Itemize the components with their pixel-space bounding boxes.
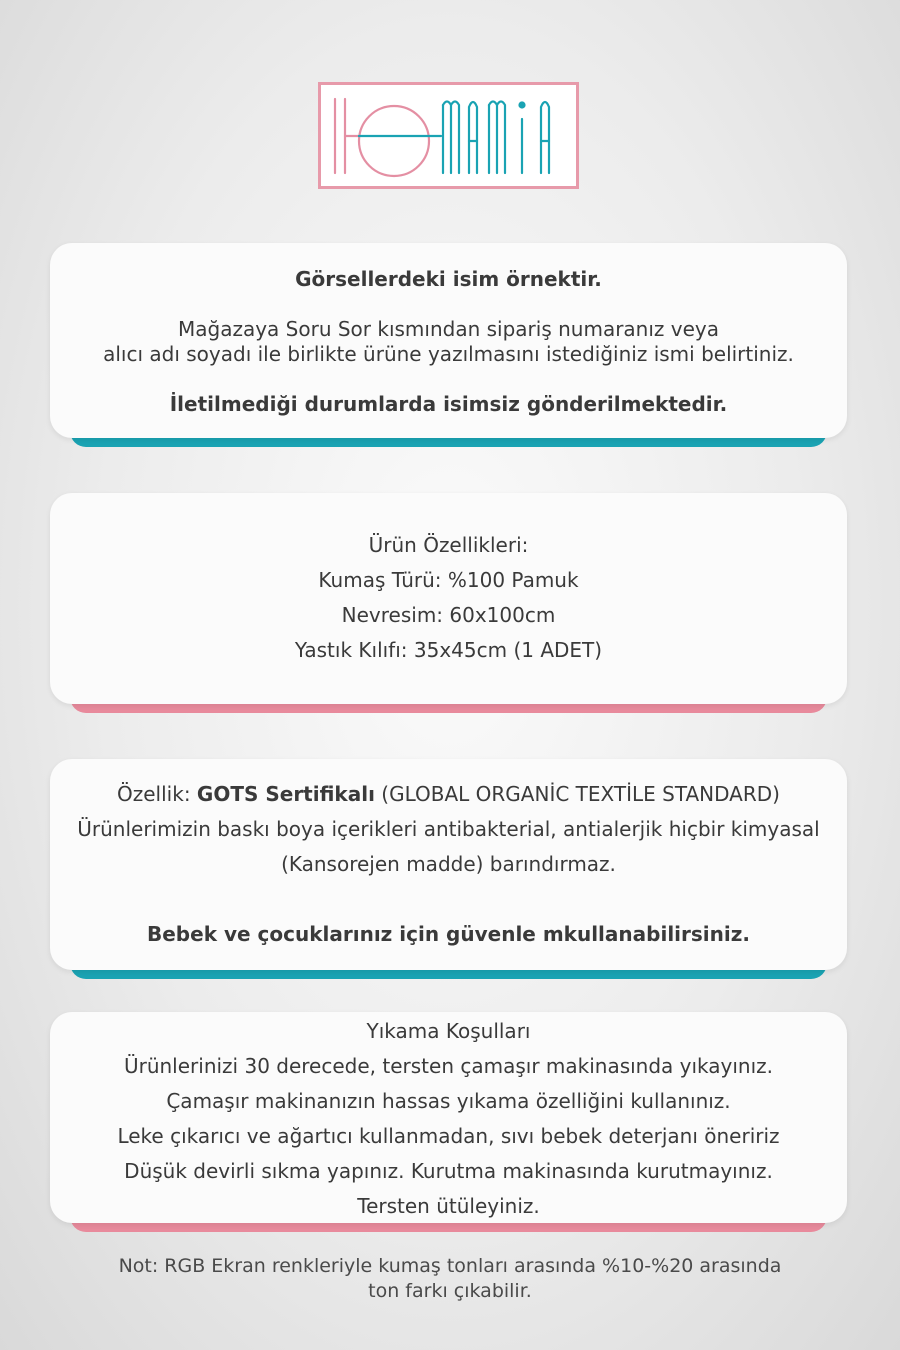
brand-logo <box>318 82 579 189</box>
duvet-size: Nevresim: 60x100cm <box>341 603 556 627</box>
info-line: Ürünlerimizin baskı boya içerikleri antibakterial, antialerjik hiçbir kimyasal <box>77 817 820 841</box>
washing-line: Tersten ütüleyiniz. <box>357 1194 540 1218</box>
info-line: (Kansorejen madde) barındırmaz. <box>281 852 616 876</box>
note-line: ton farkı çıkabilir. <box>368 1280 532 1302</box>
feature-line <box>50 777 847 812</box>
washing-line: Düşük devirli sıkma yapınız. Kurutma makinasında kurutmayınız. <box>124 1159 773 1183</box>
logo-mark <box>321 85 576 186</box>
product-features-card <box>50 493 847 704</box>
feature-prefix: Özellik: <box>117 782 197 806</box>
safety-text: Bebek ve çocuklarınız için güvenle mkullanabilirsiniz. <box>147 922 750 946</box>
washing-line: Çamaşır makinanızın hassas yıkama özelliğini kullanınız. <box>166 1089 731 1113</box>
fabric-type: Kumaş Türü: %100 Pamuk <box>318 568 579 592</box>
washing-heading: Yıkama Koşulları <box>366 1019 531 1043</box>
pillowcase-size: Yastık Kılıfı: 35x45cm (1 ADET) <box>294 638 603 662</box>
personalization-info-card <box>50 243 847 438</box>
washing-instructions-card <box>50 1012 847 1223</box>
info-line: alıcı adı soyadı ile birlikte ürüne yazılmasını istediğiniz ismi belirtiniz. <box>103 342 794 366</box>
certification-name: GOTS Sertifikalı <box>196 782 375 806</box>
card-title: Görsellerdeki isim örnektir. <box>295 267 602 291</box>
note-line: Not: RGB Ekran renkleriyle kumaş tonları arasında %10-%20 arasında <box>118 1255 782 1277</box>
warning-text: İletilmediği durumlarda isimsiz gönderilmektedir. <box>169 392 728 416</box>
spacer <box>50 292 847 317</box>
certification-card <box>50 759 847 970</box>
feature-suffix: (GLOBAL ORGANİC TEXTİLE STANDARD) <box>374 782 780 806</box>
spacer <box>50 882 847 917</box>
washing-line: Ürünlerinizi 30 derecede, tersten çamaşır makinasında yıkayınız. <box>123 1054 774 1078</box>
color-disclaimer <box>0 1254 900 1304</box>
features-heading: Ürün Özellikleri: <box>368 533 529 557</box>
washing-line: Leke çıkarıcı ve ağartıcı kullanmadan, sıvı bebek deterjanı öneririz <box>117 1124 780 1148</box>
spacer <box>50 367 847 392</box>
info-line: Mağazaya Soru Sor kısmından sipariş numaranız veya <box>178 317 719 341</box>
